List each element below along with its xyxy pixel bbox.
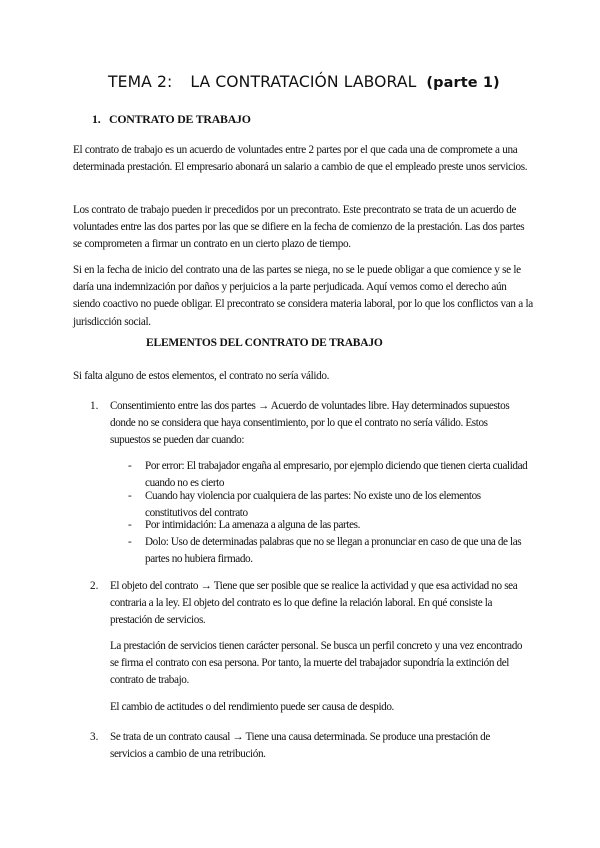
bullet-dash: - (128, 536, 132, 548)
list-item-consentimiento: Consentimiento entre las dos partes → Acuerdo de voluntades libre. Hay determinados supuestos donde no se considera que haya consentimiento, por lo que el contrato no sería válido. Estos supuestos se pueden dar cuando: (110, 400, 510, 447)
bullet-intimidacion: Por intimidación: La amenaza a alguna de las partes. (145, 519, 360, 531)
list-item-number: 1. (90, 400, 99, 412)
page-title (108, 73, 500, 91)
elements-heading: ELEMENTOS DEL CONTRATO DE TRABAJO (146, 337, 383, 349)
bullet-dash: - (128, 460, 132, 472)
title-prefix: TEMA 2: (108, 73, 173, 91)
section-heading-text: CONTRATO DE TRABAJO (109, 112, 251, 126)
section-number: 1. (92, 112, 101, 126)
paragraph-incumplimiento: Si en la fecha de inicio del contrato una de las partes se niega, no se le puede obligar a que comience y se le daría una indemnización por daños y perjuicios a la parte perjudicada. Aquí vemos como el derecho aún siendo coactivo no puede obligar. El precontrato se considera materia laboral, por lo que los conflictos van a la jurisdicción social. (73, 264, 533, 328)
bullet-dolo: Dolo: Uso de determinadas palabras que no se llegan a pronunciar en caso de que una de las partes no hubiera firmado. (145, 536, 522, 566)
bullet-violencia: Cuando hay violencia por cualquiera de las partes: No existe uno de los elementos constitutivos del contrato (145, 490, 481, 520)
section-heading-contrato (92, 112, 251, 127)
title-part: (parte 1) (426, 75, 500, 91)
paragraph-precontrato: Los contrato de trabajo pueden ir precedidos por un precontrato. Este precontrato se trata de un acuerdo de voluntades entre las dos partes por las que se difiere en la fecha de comienzo de la prestación. Las dos partes se comprometen a firmar un contrato en un cierto plazo de tiempo. (73, 204, 525, 251)
paragraph-definicion: El contrato de trabajo es un acuerdo de voluntades entre 2 partes por el que cada una de compromete a una determinada prestación. El empresario abonará un salario a cambio de que el empleado preste unos servicios. (73, 144, 528, 174)
elements-intro: Si falta alguno de estos elementos, el contrato no sería válido. (73, 370, 330, 382)
paragraph-prestacion-personal: La prestación de servicios tienen carácter personal. Se busca un perfil concreto y una vez encontrado se firma el contrato con esa persona. Por tanto, la muerte del trabajador supondría la extinción del contrato de trabajo. (110, 640, 523, 687)
paragraph-cambio-actitudes: El cambio de actitudes o del rendimiento puede ser causa de despido. (110, 701, 394, 713)
list-item-number: 3. (90, 731, 99, 743)
title-main: LA CONTRATACIÓN LABORAL (190, 73, 417, 91)
bullet-dash: - (128, 519, 132, 531)
bullet-dash: - (128, 490, 132, 502)
bullet-error: Por error: El trabajador engaña al empresario, por ejemplo diciendo que tienen cierta cualidad cuando no es cierto (145, 460, 528, 490)
list-item-number: 2. (90, 580, 99, 592)
list-item-objeto: El objeto del contrato → Tiene que ser posible que se realice la actividad y que esa actividad no sea contraria a la ley. El objeto del contrato es lo que define la relación laboral. En qué consiste la prestación de servicios. (110, 580, 518, 627)
list-item-causal: Se trata de un contrato causal → Tiene una causa determinada. Se produce una prestación de servicios a cambio de una retribución. (110, 731, 490, 761)
